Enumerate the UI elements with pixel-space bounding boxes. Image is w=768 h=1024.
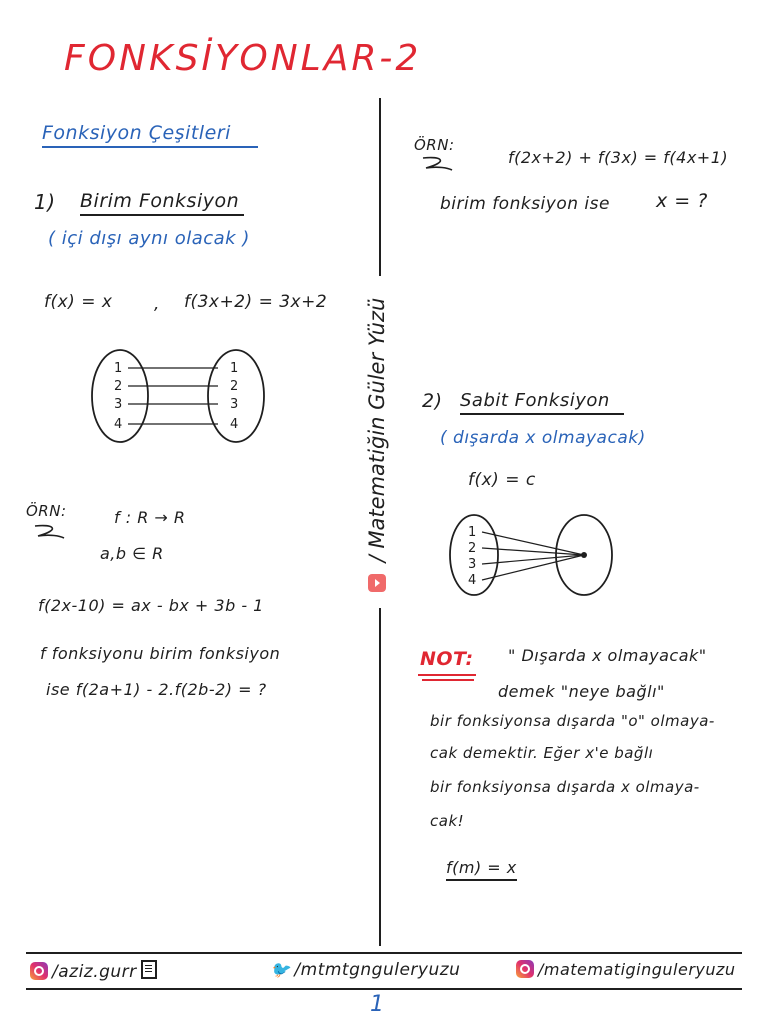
codomain-element: 3 bbox=[230, 397, 239, 412]
example-label-left: ÖRN: bbox=[26, 502, 67, 520]
note-line-5: bir fonksiyonsa dışarda x olmaya- bbox=[430, 778, 700, 796]
right-example-unknown: x = ? bbox=[656, 190, 708, 212]
eq-example: f(3x+2) = 3x+2 bbox=[184, 292, 328, 312]
vertical-brand-text-wrap bbox=[362, 280, 392, 580]
note-line-6: cak! bbox=[430, 812, 465, 830]
example-squiggle-left bbox=[30, 522, 70, 542]
constant-mapping-diagram bbox=[448, 512, 618, 598]
eq-identity: f(x) = x bbox=[44, 292, 113, 312]
instagram-icon bbox=[516, 960, 534, 978]
item1-title: Birim Fonksiyon bbox=[80, 190, 244, 216]
item2-number: 2) bbox=[422, 390, 443, 412]
domain-element: 3 bbox=[468, 557, 477, 572]
constant-value-point bbox=[581, 552, 587, 558]
page-number: 1 bbox=[370, 992, 385, 1017]
codomain-element: 4 bbox=[230, 417, 239, 432]
item2-equation: f(x) = c bbox=[468, 470, 536, 490]
note-label: NOT: bbox=[420, 648, 474, 670]
eq-separator: , bbox=[154, 294, 160, 314]
item2-title: Sabit Fonksiyon bbox=[460, 390, 624, 415]
example-params: a,b ∈ R bbox=[100, 544, 164, 563]
instagram-icon bbox=[30, 962, 48, 980]
footer-right-handle[interactable]: /matematiginguleryuzu bbox=[538, 960, 736, 979]
note-line-3: bir fonksiyonsa dışarda "o" olmaya- bbox=[430, 712, 715, 730]
footer-rule bbox=[26, 952, 742, 954]
column-divider-top bbox=[379, 98, 381, 276]
codomain-element: 1 bbox=[230, 361, 239, 376]
vertical-brand-text: / Matematiğin Güler Yüzü bbox=[365, 297, 389, 563]
document-icon bbox=[141, 960, 157, 979]
note-line-4: cak demektir. Eğer x'e bağlı bbox=[430, 744, 654, 762]
youtube-icon bbox=[368, 574, 386, 592]
note-equation: f(m) = x bbox=[446, 858, 517, 881]
example-question: ise f(2a+1) - 2.f(2b-2) = ? bbox=[46, 680, 267, 699]
codomain-element: 2 bbox=[230, 379, 239, 394]
footer-rule-bottom bbox=[26, 988, 742, 990]
note-line-2: demek "neye bağlı" bbox=[498, 682, 665, 701]
domain-element: 2 bbox=[114, 379, 123, 394]
right-example-question: birim fonksiyon ise bbox=[440, 194, 610, 214]
example-label-right: ÖRN: bbox=[414, 136, 455, 154]
domain-element: 3 bbox=[114, 397, 123, 412]
note-label-underline bbox=[418, 674, 476, 676]
identity-mapping-diagram bbox=[88, 346, 268, 446]
domain-element: 1 bbox=[468, 525, 477, 540]
item1-number: 1) bbox=[34, 190, 56, 214]
note-label-underline-2 bbox=[422, 679, 474, 681]
note-line-1: " Dışarda x olmayacak" bbox=[508, 646, 707, 665]
footer-mid-handle[interactable]: /mtmtgnguleryuzu bbox=[294, 960, 461, 980]
footer-right bbox=[516, 960, 736, 979]
footer-left-handle[interactable]: /aziz.gurr bbox=[52, 962, 137, 982]
footer-mid bbox=[270, 960, 460, 980]
domain-element: 2 bbox=[468, 541, 477, 556]
page-title: FONKSİYONLAR-2 bbox=[64, 38, 422, 79]
right-example-equation: f(2x+2) + f(3x) = f(4x+1) bbox=[508, 148, 729, 167]
example-equation: f(2x-10) = ax - bx + 3b - 1 bbox=[38, 596, 264, 615]
example-domain: f : R → R bbox=[114, 508, 186, 527]
domain-element: 4 bbox=[114, 417, 123, 432]
twitter-icon: 🐦 bbox=[270, 960, 291, 979]
example-squiggle-right bbox=[418, 154, 458, 174]
example-statement: f fonksiyonu birim fonksiyon bbox=[40, 644, 281, 663]
footer-left bbox=[30, 960, 157, 982]
item2-note: ( dışarda x olmayacak) bbox=[440, 428, 646, 448]
item1-note: ( içi dışı aynı olacak ) bbox=[48, 228, 250, 249]
domain-element: 4 bbox=[468, 573, 477, 588]
domain-element: 1 bbox=[114, 361, 123, 376]
column-divider-bottom bbox=[379, 608, 381, 946]
mapping-arrows bbox=[128, 368, 218, 424]
section-heading: Fonksiyon Çeşitleri bbox=[42, 122, 258, 148]
